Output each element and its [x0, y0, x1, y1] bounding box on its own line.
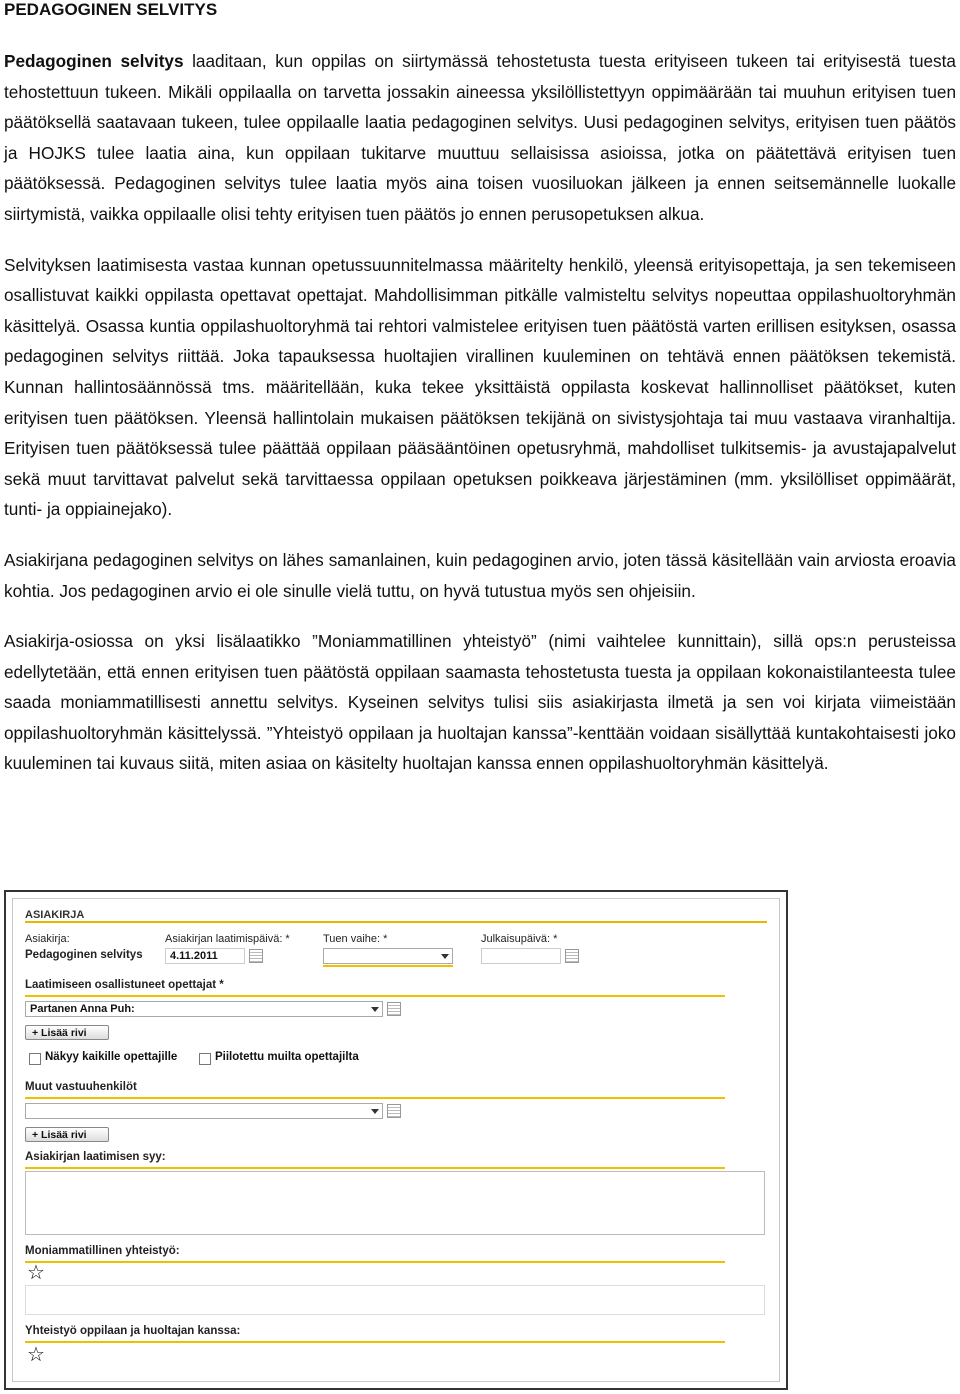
document-type-value: Pedagoginen selvitys	[25, 949, 143, 961]
other-responsibles-underline	[25, 1097, 725, 1099]
form-panel	[12, 898, 780, 1382]
support-phase-label: Tuen vaihe: *	[323, 933, 388, 945]
support-phase-underline	[323, 965, 453, 967]
publish-date-label: Julkaisupäivä: *	[481, 933, 558, 945]
section-title-rule	[25, 921, 767, 923]
multiprofessional-label: Moniammatillinen yhteistyö:	[25, 1245, 180, 1257]
reason-underline	[25, 1167, 725, 1169]
section-title: ASIAKIRJA	[25, 909, 85, 921]
paragraph-1-body: laaditaan, kun oppilas on siirtymässä tehostetusta tuesta erityiseen tukeen tai erityisestä tuesta tehostettuun tukeen. Mikäli oppilaalla on tarvetta jossakin aineessa yksilöllistettyyn oppimäärään tai muuhun erityisen tuen päätöksellä saatavaan tukeen, tulee oppilaalle laatia pedagoginen selvitys. Uusi pedagoginen selvitys, erityisen tuen päätös ja HOJKS tulee laatia aina, kun oppilaan tukitarve muuttuu sellaisissa asioissa, jotka on päätettävä erityisen tuen päätöksessä. Pedagoginen selvitys tulee laatia myös aina toisen vuosiluokan jälkeen ja ennen seitsemännelle luokalle siirtymistä, vaikka oppilaalle olisi tehty erityisen tuen päätös jo ennen perusopetuksen alkua.	[4, 51, 956, 224]
document	[4, 0, 956, 779]
add-teacher-row-button[interactable]: + Lisää rivi	[25, 1025, 109, 1040]
reason-textarea[interactable]	[25, 1171, 765, 1235]
calendar-icon[interactable]	[249, 949, 263, 963]
paragraph-4: Asiakirja-osiossa on yksi lisälaatikko ”Moniammatillinen yhteistyö” (nimi vaihtelee kunnittain), sillä ops:n perusteissa edellytetään, että ennen erityisen tuen päätöstä oppilaan saamasta tehostetusta tuesta ja oppilaan kokonaistilanteesta tulee saada moniammatillisesti annettu selvitys. Kyseinen selvitys tulisi siis asiakirjasta ilmetä ja sen voi kirjata viimeistään oppilashuoltoryhmän käsittelyssä. ”Yhteistyö oppilaan ja huoltajan kanssa”-kenttään voidaan sisällyttää kuntakohtaisesti joko kuuleminen tai kuvaus siitä, miten asiaa on käsitelty huoltajan kanssa ennen oppilashuoltoryhmän käsittelyä.	[4, 631, 956, 774]
chevron-down-icon	[371, 1007, 379, 1012]
chevron-down-icon	[441, 954, 449, 959]
multiprofessional-textarea[interactable]	[25, 1285, 765, 1315]
teacher-select[interactable]	[25, 1001, 383, 1017]
document-type-label: Asiakirja:	[25, 933, 70, 945]
creation-date-input[interactable]: 4.11.2011	[165, 948, 245, 964]
form-screenshot	[4, 890, 788, 1390]
reason-label: Asiakirjan laatimisen syy:	[25, 1151, 166, 1163]
star-icon[interactable]: ☆	[27, 1344, 45, 1366]
creation-date-label: Asiakirjan laatimispäivä: *	[165, 933, 290, 945]
visible-all-label: Näkyy kaikille opettajille	[45, 1051, 178, 1063]
star-icon[interactable]: ☆	[27, 1262, 45, 1284]
teachers-label: Laatimiseen osallistuneet opettajat *	[25, 979, 224, 991]
paragraph-1	[4, 46, 956, 230]
paragraph-2: Selvityksen laatimisesta vastaa kunnan opetussuunnitelmassa määritelty henkilö, yleensä erityisopettaja, ja sen tekemiseen osallistuvat kaikki oppilasta opettavat opettajat. Mahdollisimman pitkälle valmisteltu selvitys nopeuttaa oppilashuoltoryhmän käsittelyä. Osassa kuntia oppilashuoltoryhmä tai rehtori valmistelee erityisen tuen päätöstä varten erillisen esityksen, osassa pedagoginen selvitys riittää. Joka tapauksessa huoltajien virallinen kuuleminen on tehtävä ennen päätöksen tekemistä. Kunnan hallintosäännössä tms. määritellään, kuka tekee yksittäistä oppilasta koskevat hallinnolliset päätökset, kuten erityisen tuen päätöksen. Yleensä hallintolain mukaisen päätöksen tekijänä on sivistysjohtaja tai muu vastaava viranhaltija. Erityisen tuen päätöksessä tulee päättää oppilaan pääsääntöinen opetusryhmä, mahdolliset tulkitsemis- ja avustajapalvelut sekä muut tarvittavat palvelut sekä tarvittaessa oppilaan opetuksen poikkeava järjestäminen (mm. yksilölliset oppimäärät, tunti- ja oppiainejako).	[4, 254, 956, 520]
other-responsibles-label: Muut vastuuhenkilöt	[25, 1081, 137, 1093]
guardian-cooperation-label: Yhteistyö oppilaan ja huoltajan kanssa:	[25, 1325, 241, 1337]
add-responsible-row-button[interactable]: + Lisää rivi	[25, 1127, 109, 1142]
paragraph-3: Asiakirjana pedagoginen selvitys on lähes samanlainen, kuin pedagoginen arvio, joten tässä käsitellään vain arviosta eroavia kohtia. Jos pedagoginen arvio ei ole sinulle vielä tuttu, on hyvä tutustua myös sen ohjeisiin.	[4, 549, 956, 601]
other-responsible-select[interactable]	[25, 1103, 383, 1119]
hide-others-label: Piilotettu muilta opettajilta	[215, 1051, 359, 1063]
hide-others-checkbox[interactable]	[199, 1053, 211, 1065]
chevron-down-icon	[371, 1109, 379, 1114]
publish-date-input[interactable]	[481, 948, 561, 964]
teachers-underline	[25, 995, 725, 997]
list-picker-icon[interactable]	[387, 1002, 401, 1016]
teacher-value: Partanen Anna Puh:	[30, 1003, 135, 1015]
paragraph-1-lead: Pedagoginen selvitys	[4, 51, 184, 71]
calendar-icon[interactable]	[565, 949, 579, 963]
visible-all-checkbox[interactable]	[29, 1053, 41, 1065]
list-picker-icon[interactable]	[387, 1104, 401, 1118]
guardian-cooperation-underline	[25, 1341, 725, 1343]
support-phase-select[interactable]	[323, 948, 453, 964]
page-title: PEDAGOGINEN SELVITYS	[4, 0, 218, 19]
multiprofessional-underline	[25, 1261, 725, 1263]
